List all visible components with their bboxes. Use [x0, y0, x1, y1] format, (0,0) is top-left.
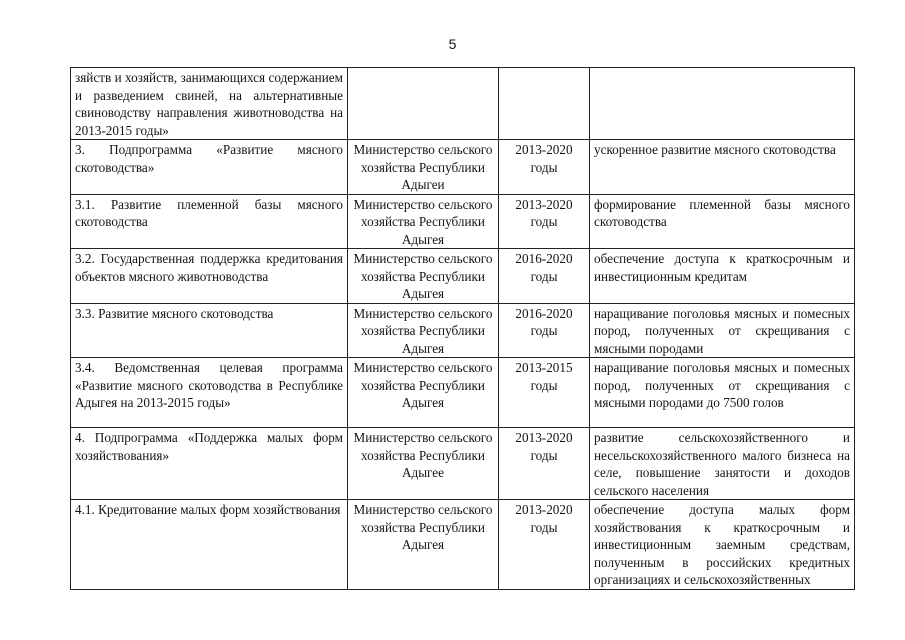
- activity-cell: зяйств и хозяйств, занимающихся содержанием и разведением свиней, на альтернативные свиноводству направления животноводства на 2013-2015 годы»: [71, 68, 348, 140]
- table-row: [71, 194, 855, 249]
- result-cell: наращивание поголовья мясных и помесных пород, полученных от скрещивания с мясными породами до 7500 голов: [590, 358, 855, 428]
- result-cell: формирование племенной базы мясного скотоводства: [590, 194, 855, 249]
- executor-cell: Министерство сельского хозяйства Республики Адыгея: [348, 249, 499, 304]
- result-cell: наращивание поголовья мясных и помесных пород, полученных от скрещивания с мясными породами: [590, 303, 855, 358]
- activity-cell: 3.1. Развитие племенной базы мясного скотоводства: [71, 194, 348, 249]
- table-row: [71, 68, 855, 140]
- period-cell: 2013-2020 годы: [499, 194, 590, 249]
- period-cell: 2016-2020 годы: [499, 303, 590, 358]
- table-row: [71, 303, 855, 358]
- executor-cell: Министерство сельского хозяйства Республики Адыгея: [348, 194, 499, 249]
- period-cell: 2013-2020 годы: [499, 500, 590, 590]
- executor-cell: Министерство сельского хозяйства Республики Адыгеи: [348, 140, 499, 195]
- period-cell: 2013-2015 годы: [499, 358, 590, 428]
- result-cell: развитие сельскохозяйственного и несельскохозяйственного малого бизнеса на селе, повышение занятости и доходов сельского населения: [590, 428, 855, 500]
- table-row: [71, 428, 855, 500]
- period-cell: [499, 68, 590, 140]
- table-row: [71, 500, 855, 590]
- result-cell: [590, 68, 855, 140]
- executor-cell: [348, 68, 499, 140]
- program-table: [70, 67, 855, 590]
- executor-cell: Министерство сельского хозяйства Республики Адыгее: [348, 428, 499, 500]
- executor-cell: Министерство сельского хозяйства Республики Адыгея: [348, 358, 499, 428]
- activity-cell: 3. Подпрограмма «Развитие мясного скотоводства»: [71, 140, 348, 195]
- activity-cell: 3.3. Развитие мясного скотоводства: [71, 303, 348, 358]
- activity-cell: 4.1. Кредитование малых форм хозяйствования: [71, 500, 348, 590]
- activity-cell: 3.4. Ведомственная целевая программа «Развитие мясного скотоводства в Республике Адыгея на 2013-2015 годы»: [71, 358, 348, 428]
- table-row: [71, 140, 855, 195]
- executor-cell: Министерство сельского хозяйства Республики Адыгея: [348, 303, 499, 358]
- period-cell: 2016-2020 годы: [499, 249, 590, 304]
- result-cell: ускоренное развитие мясного скотоводства: [590, 140, 855, 195]
- table-row: [71, 249, 855, 304]
- activity-cell: 3.2. Государственная поддержка кредитования объектов мясного животноводства: [71, 249, 348, 304]
- activity-cell: 4. Подпрограмма «Поддержка малых форм хозяйствования»: [71, 428, 348, 500]
- table-row: [71, 358, 855, 428]
- period-cell: 2013-2020 годы: [499, 428, 590, 500]
- period-cell: 2013-2020 годы: [499, 140, 590, 195]
- result-cell: обеспечение доступа малых форм хозяйствования к краткосрочным и инвестиционным заемным средствам, полученным в российских кредитных организациях и сельскохозяйственных: [590, 500, 855, 590]
- executor-cell: Министерство сельского хозяйства Республики Адыгея: [348, 500, 499, 590]
- result-cell: обеспечение доступа к краткосрочным и инвестиционным кредитам: [590, 249, 855, 304]
- page-number: 5: [448, 36, 457, 52]
